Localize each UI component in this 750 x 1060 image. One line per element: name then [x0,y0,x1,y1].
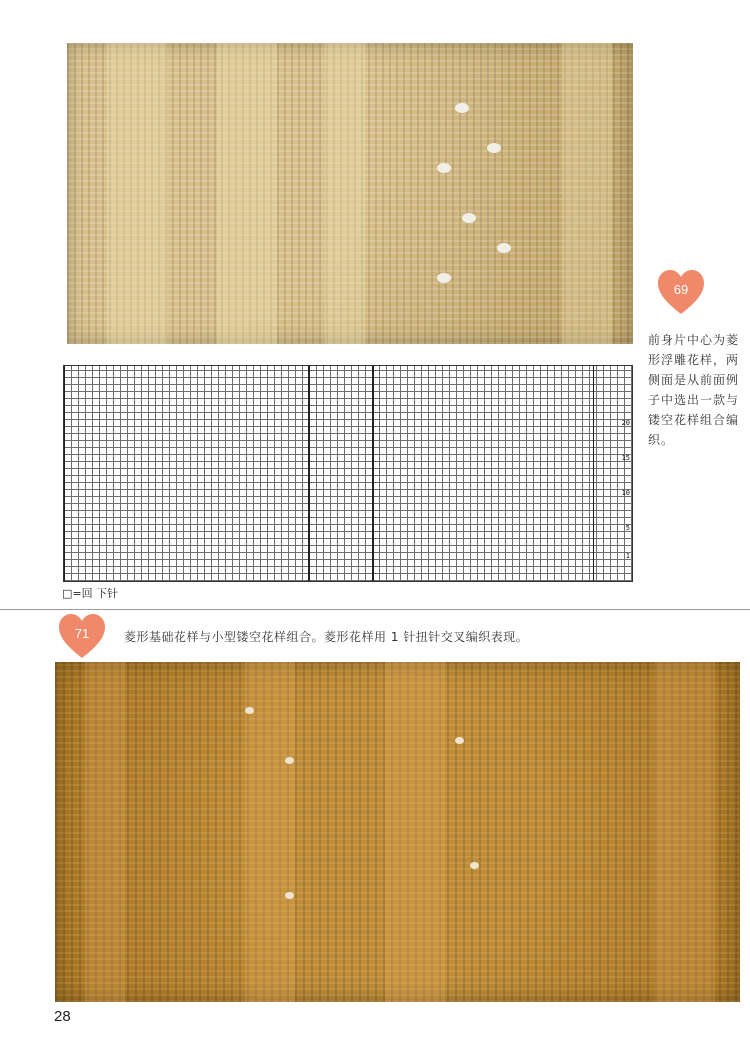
chart-legend [62,585,118,601]
row-marker: 1 [625,552,630,560]
cable-column [385,662,445,1002]
pattern-description: 前身片中心为菱形浮雕花样，两侧面是从前面例子中选出一款与镂空花样组合编织。 [648,333,740,447]
eyelet [437,273,451,283]
legend-text: 下针 [96,587,119,600]
swatch-photo-69 [67,43,633,344]
eyelet [437,163,451,173]
eyelet [285,892,294,899]
eyelet [497,243,511,253]
pattern-caption: 菱形基础花样与小型镂空花样组合。菱形花样用 1 针扭针交叉编织表现。 [124,630,529,644]
knitting-chart [63,365,633,582]
eyelet [455,103,469,113]
section-divider [0,609,750,610]
row-marker: 10 [621,489,630,497]
cable-column [655,662,715,1002]
page-number: 28 [54,1008,71,1025]
eyelet [462,213,476,223]
eyelet [487,143,501,153]
eyelet [285,757,294,764]
cable-column [85,662,125,1002]
chart-section-diamond [64,366,310,581]
eyelet [455,737,464,744]
cable-column [325,43,365,344]
cable-column [562,43,612,344]
row-marker: 5 [625,524,630,532]
pattern-number: 71 [74,626,90,641]
pattern-number: 69 [673,282,689,297]
cable-column [217,43,277,344]
swatch-photo-71 [55,662,740,1002]
cable-column [107,43,167,344]
eyelet [245,707,254,714]
pattern-number-badge-71 [58,614,106,660]
row-marker: 15 [621,454,630,462]
eyelet [470,862,479,869]
legend-symbol: □=回 [62,587,93,600]
chart-section-rib [308,366,374,581]
chart-section-lace [372,366,594,581]
row-marker: 20 [621,419,630,427]
pattern-number-badge-69 [657,270,705,316]
